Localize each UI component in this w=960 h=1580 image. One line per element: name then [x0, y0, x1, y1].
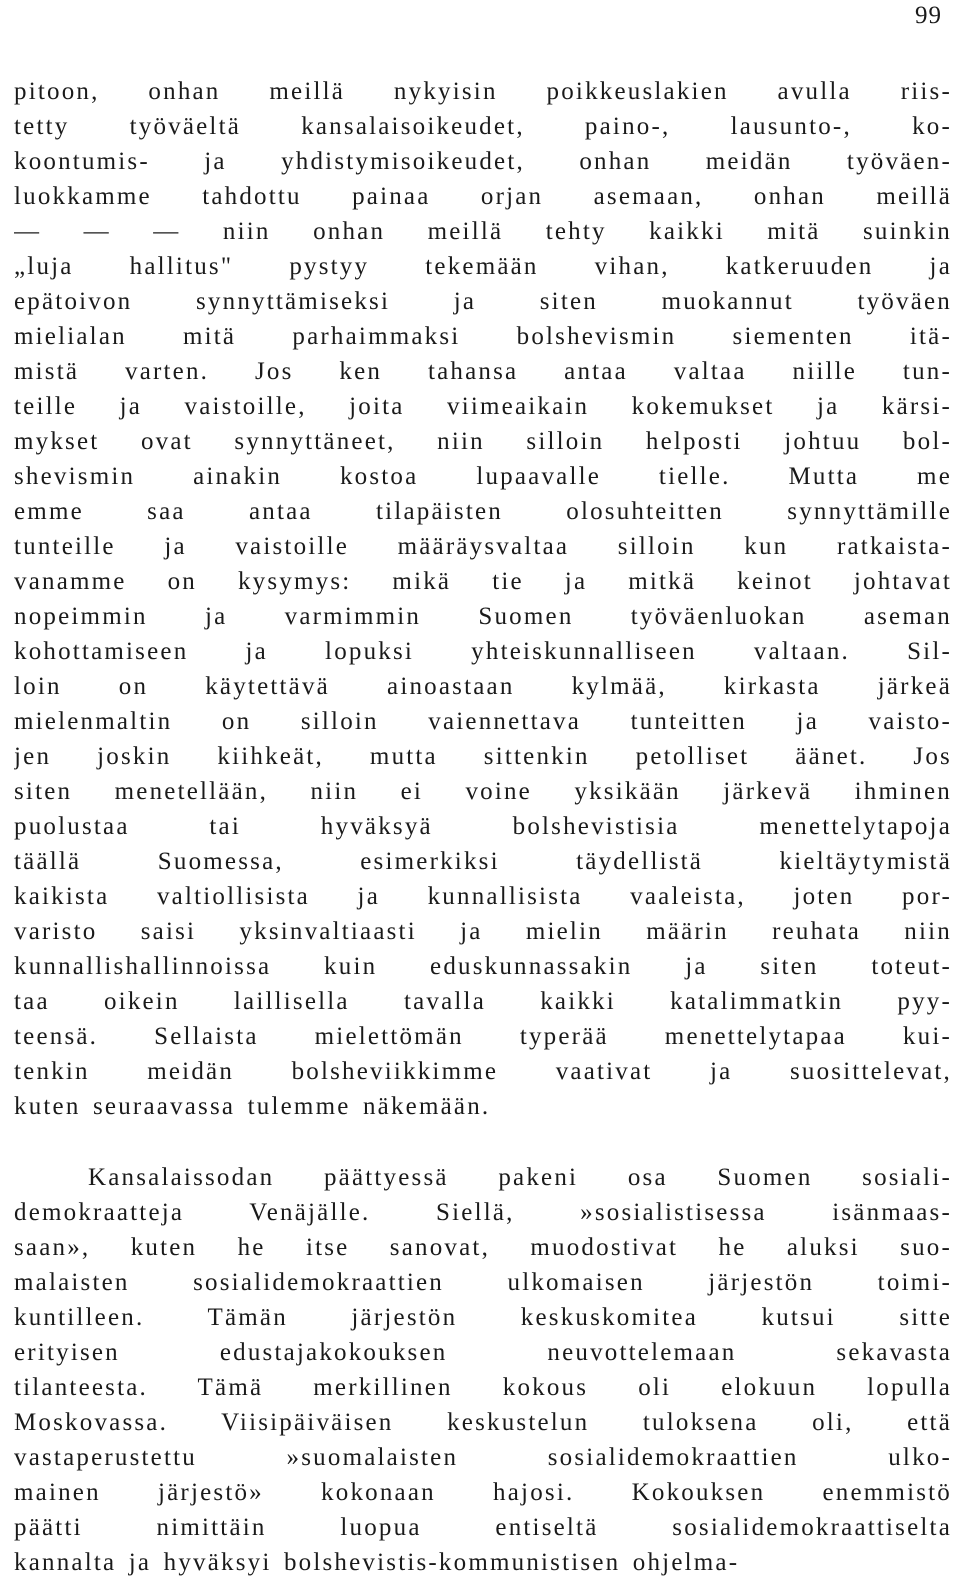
text-line: saan», kuten he itse sanovat, muodostivat he aluksi suo-: [14, 1234, 952, 1261]
text-line: shevismin ainakin kostoa lupaavalle tielle. Mutta me: [14, 463, 952, 490]
text-line: mykset ovat synnyttäneet, niin silloin helposti johtuu bol-: [14, 428, 952, 455]
text-line: kaikista valtiollisista ja kunnallisista vaaleista, joten por-: [14, 883, 952, 910]
text-line: kannalta ja hyväksyi bolshevistis-kommunistisen ohjelma-: [14, 1549, 740, 1576]
text-line: Kansalaissodan päättyessä pakeni osa Suomen sosiali-: [88, 1164, 952, 1191]
text-line: teille ja vaistoille, joita viimeaikain kokemukset ja kärsi-: [14, 393, 952, 420]
text-line: Moskovassa. Viisipäiväisen keskustelun tuloksena oli, että: [14, 1409, 952, 1436]
text-line: luokkamme tahdottu painaa orjan asemaan, onhan meillä: [14, 183, 952, 210]
text-line: nopeimmin ja varmimmin Suomen työväenluokan aseman: [14, 603, 952, 630]
text-line: siten menetellään, niin ei voine yksikään järkevä ihminen: [14, 778, 952, 805]
text-line: demokraatteja Venäjälle. Siellä, »sosialistisessa isänmaas-: [14, 1199, 952, 1226]
text-line: mistä varten. Jos ken tahansa antaa valtaa niille tun-: [14, 358, 952, 385]
text-line: kuten seuraavassa tulemme näkemään.: [14, 1093, 491, 1120]
text-line: „luja hallitus" pystyy tekemään vihan, katkeruuden ja: [14, 253, 952, 280]
text-line: — — — niin onhan meillä tehty kaikki mitä suinkin: [14, 218, 952, 245]
text-line: kohottamiseen ja lopuksi yhteiskunnalliseen valtaan. Sil-: [14, 638, 952, 665]
paragraph-2: [14, 1160, 952, 1580]
text-line: mainen järjestö» kokonaan hajosi. Kokouksen enemmistö: [14, 1479, 952, 1506]
text-line: täällä Suomessa, esimerkiksi täydellistä kieltäytymistä: [14, 848, 952, 875]
text-line: malaisten sosialidemokraattien ulkomaisen järjestön toimi-: [14, 1269, 952, 1296]
text-line: vanamme on kysymys: mikä tie ja mitkä keinot johtavat: [14, 568, 952, 595]
text-line: pitoon, onhan meillä nykyisin poikkeuslakien avulla riis-: [14, 78, 952, 105]
text-line: tilanteesta. Tämä merkillinen kokous oli elokuun lopulla: [14, 1374, 952, 1401]
paragraph-1: [14, 74, 952, 1124]
paragraph-gap: [14, 1124, 952, 1160]
text-line: puolustaa tai hyväksyä bolshevistisia menettelytapoja: [14, 813, 952, 840]
body-text: [14, 74, 952, 1580]
text-line: loin on käytettävä ainoastaan kylmää, kirkasta järkeä: [14, 673, 952, 700]
text-line: tunteille ja vaistoille määräysvaltaa silloin kun ratkaista-: [14, 533, 952, 560]
text-line: emme saa antaa tilapäisten olosuhteitten synnyttämille: [14, 498, 952, 525]
text-line: epätoivon synnyttämiseksi ja siten muokannut työväen: [14, 288, 952, 315]
text-line: erityisen edustajakokouksen neuvottelemaan sekavasta: [14, 1339, 952, 1366]
text-line: kuntilleen. Tämän järjestön keskuskomitea kutsui sitte: [14, 1304, 952, 1331]
text-line: jen joskin kiihkeät, mutta sittenkin petolliset äänet. Jos: [14, 743, 952, 770]
text-line: varisto saisi yksinvaltiaasti ja mielin määrin reuhata niin: [14, 918, 952, 945]
text-line: kunnallishallinnoissa kuin eduskunnassakin ja siten toteut-: [14, 953, 952, 980]
text-line: teensä. Sellaista mielettömän typerää menettelytapaa kui-: [14, 1023, 952, 1050]
text-line: tenkin meidän bolsheviikkimme vaativat ja suosittelevat,: [14, 1058, 952, 1085]
text-line: mielenmaltin on silloin vaiennettava tunteitten ja vaisto-: [14, 708, 952, 735]
text-line: mielialan mitä parhaimmaksi bolshevismin siementen itä-: [14, 323, 952, 350]
text-line: tetty työväeltä kansalaisoikeudet, paino-, lausunto-, ko-: [14, 113, 952, 140]
page-number: 99: [915, 2, 942, 29]
text-line: päätti nimittäin luopua entiseltä sosialidemokraattiselta: [14, 1514, 952, 1541]
text-line: vastaperustettu »suomalaisten sosialidemokraattien ulko-: [14, 1444, 952, 1471]
text-line: taa oikein laillisella tavalla kaikki katalimmatkin pyy-: [14, 988, 952, 1015]
text-line: koontumis- ja yhdistymisoikeudet, onhan meidän työväen-: [14, 148, 952, 175]
